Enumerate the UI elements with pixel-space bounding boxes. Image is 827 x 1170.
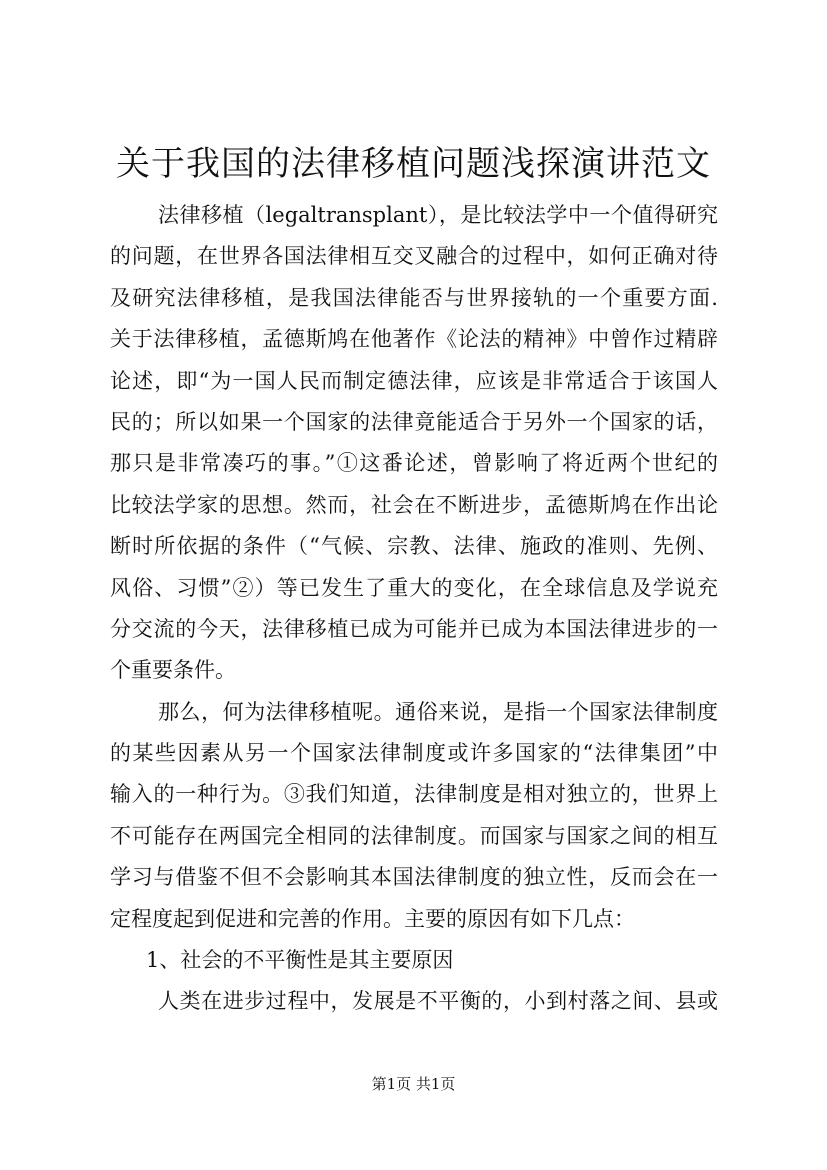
paragraph-line: 民的；所以如果一个国家的法律竟能适合于另外一个国家的话， (110, 409, 718, 434)
paragraph-line: 那么，何为法律移植呢。通俗来说，是指一个国家法律制度 (158, 699, 718, 724)
paragraph-line: 论述，即“为一国人民而制定德法律，应该是非常适合于该国人 (110, 368, 718, 393)
page-footer: 第1页 共1页 (371, 1075, 456, 1093)
document-body (110, 195, 718, 1023)
paragraph-line: 及研究法律移植，是我国法律能否与世界接轨的一个重要方面. (110, 285, 718, 310)
paragraph-line: 个重要条件。 (110, 658, 236, 683)
paragraph-line: 分交流的今天，法律移植已成为可能并已成为本国法律进步的一 (110, 616, 718, 641)
section-heading: 1、社会的不平衡性是其主要原因 (146, 948, 454, 973)
paragraph-line: 风俗、习惯”②）等已发生了重大的变化，在全球信息及学说充 (110, 575, 718, 600)
paragraph-line: 法律移植（legaltransplant），是比较法学中一个值得研究 (158, 203, 718, 227)
paragraph-line: 定程度起到促进和完善的作用。主要的原因有如下几点： (110, 906, 635, 931)
paragraph-line: 比较法学家的思想。然而，社会在不断进步，孟德斯鸠在作出论 (110, 492, 718, 517)
paragraph-line: 关于法律移植，孟德斯鸠在他著作《论法的精神》中曾作过精辟 (110, 327, 718, 352)
paragraph-line: 那只是非常凑巧的事。”①这番论述，曾影响了将近两个世纪的 (110, 451, 718, 476)
paragraph-line: 学习与借鉴不但不会影响其本国法律制度的独立性，反而会在一 (110, 865, 718, 890)
paragraph-line: 人类在进步过程中，发展是不平衡的，小到村落之间、县或 (158, 989, 718, 1014)
document-title: 关于我国的法律移植问题浅探演讲范文 (116, 144, 711, 184)
paragraph-line: 的某些因素从另一个国家法律制度或许多国家的“法律集团”中 (110, 741, 718, 766)
paragraph-line: 的问题，在世界各国法律相互交叉融合的过程中，如何正确对待 (110, 244, 718, 269)
paragraph-line: 断时所依据的条件（“气候、宗教、法律、施政的准则、先例、 (110, 534, 718, 559)
paragraph-line: 输入的一种行为。③我们知道，法律制度是相对独立的，世界上 (110, 782, 718, 807)
paragraph-line: 不可能存在两国完全相同的法律制度。而国家与国家之间的相互 (110, 823, 718, 848)
